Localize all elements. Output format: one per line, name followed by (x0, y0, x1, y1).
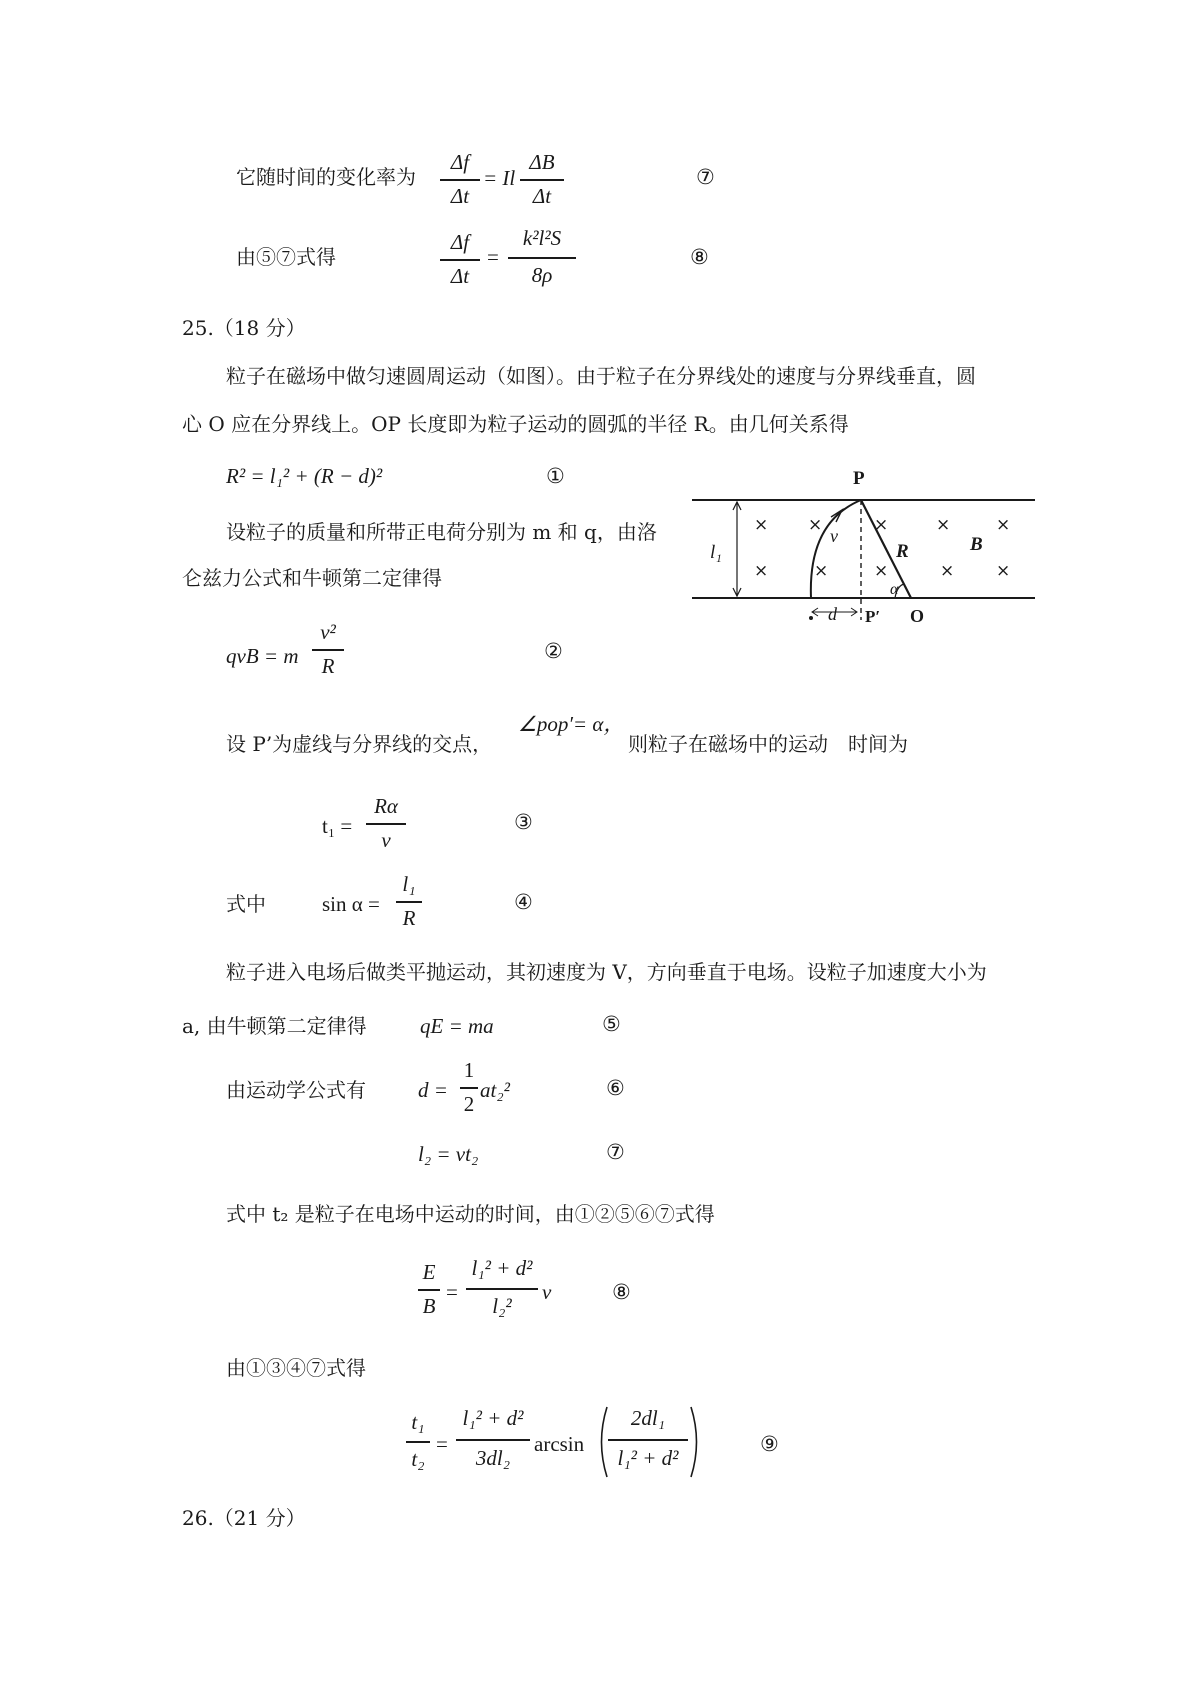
equals-sign-9: = (436, 1432, 448, 1456)
magnetic-field-figure (690, 462, 1040, 632)
angle-pop-prime: ∠pop′= α， (518, 712, 625, 736)
equation-8-v: v (542, 1280, 552, 1304)
right-parenthesis (688, 1404, 704, 1480)
fraction-l1-over-r: l₁ R (396, 874, 422, 932)
fraction-2dl1-over-l1sq-plus-dsq: 2dl₁ l₁² + d² (608, 1408, 688, 1474)
equation-1: R² = l₁² + (R − d)² (226, 464, 383, 488)
paragraph-2-line-2: 仑兹力公式和牛顿第二定律得 (182, 566, 442, 590)
paragraph-5-line-1: 粒子进入电场后做类平抛运动，其初速度为 V，方向垂直于电场。设粒子加速度大小为 (226, 960, 987, 984)
equation-2-lhs: qvB = m (226, 644, 299, 668)
equals-sign-2: = (487, 245, 499, 269)
fraction-delta-b-over-delta-t: ΔB Δt (520, 152, 564, 210)
fraction-k2l2s-over-8rho: k²l²S 8ρ (508, 228, 576, 290)
fraction-one-half: 1 2 (460, 1060, 478, 1118)
rate-of-change-text: 它随时间的变化率为 (236, 165, 416, 189)
field-cross: × (996, 561, 1011, 581)
equation-7: l₂ = vt₂ (418, 1142, 479, 1166)
paragraph-5-line-2: a, 由牛顿第二定律得 (182, 1014, 367, 1038)
fraction-e-over-b: E B (418, 1262, 440, 1320)
fraction-delta-f-over-delta-t: Δf Δt (440, 152, 480, 210)
figure-label-p-prime: P′ (865, 607, 881, 626)
fraction-v2-over-r: v² R (312, 622, 344, 680)
field-cross: × (808, 515, 823, 535)
equation-3-lhs: t₁ = (322, 814, 353, 838)
paragraph-3-end: 则粒子在磁场中的运动 时间为 (628, 732, 908, 756)
equation-4-lhs: sin α = (322, 892, 380, 916)
paragraph-1-line-2: 心 O 应在分界线上。OP 长度即为粒子运动的圆弧的半径 R。由几何关系得 (182, 412, 849, 436)
figure-label-o: O (910, 606, 925, 626)
paragraph-1-line-1: 粒子在磁场中做匀速圆周运动（如图）。由于粒子在分界线处的速度与分界线垂直，圆 (226, 364, 976, 388)
figure-label-b: B (970, 534, 983, 555)
field-cross: × (814, 561, 829, 581)
fraction-r-alpha-over-v: Rα v (366, 796, 406, 854)
figure-label-r: R (896, 541, 909, 562)
paragraph-2-line-1: 设粒子的质量和所带正电荷分别为 m 和 q，由洛 (226, 520, 657, 544)
equation-number-4: ④ (514, 890, 533, 914)
fraction-t1-over-t2: t₁ t₂ (406, 1412, 430, 1474)
field-cross: × (940, 561, 955, 581)
equation-number-7-top: ⑦ (696, 165, 715, 189)
from-5-7-text: 由⑤⑦式得 (236, 245, 336, 269)
equals-sign-8: = (446, 1280, 458, 1304)
field-cross: × (996, 515, 1011, 535)
equation-number-5: ⑤ (602, 1012, 621, 1036)
fraction-l1sq-plus-dsq-over-3dl2: l₁² + d² 3dl₂ (456, 1408, 530, 1474)
figure-label-l1: l₁ (710, 542, 722, 563)
question-26-heading: 26.（21 分） (182, 1506, 306, 1530)
paragraph-8: 由①③④⑦式得 (226, 1356, 366, 1380)
equation-number-6: ⑥ (606, 1076, 625, 1100)
arcsin-function: arcsin (534, 1432, 585, 1456)
field-cross: × (754, 561, 769, 581)
equation-number-7: ⑦ (606, 1140, 625, 1164)
figure-label-d: d (828, 604, 837, 624)
equation-number-3: ③ (514, 810, 533, 834)
equation-number-8: ⑧ (612, 1280, 631, 1304)
field-cross: × (874, 561, 889, 581)
equation-number-9: ⑨ (760, 1432, 779, 1456)
question-25-heading: 25.（18 分） (182, 316, 306, 340)
field-cross: × (754, 515, 769, 535)
field-cross: × (936, 515, 951, 535)
equation-6-lhs: d = (418, 1078, 448, 1102)
where-label: 式中 (226, 892, 266, 916)
fraction-l1sq-plus-dsq-over-l2sq: l₁² + d² l₂² (466, 1258, 538, 1322)
paragraph-3-start: 设 P’为虚线与分界线的交点， (226, 732, 493, 756)
figure-label-v: v (830, 526, 838, 546)
equation-number-2: ② (544, 639, 563, 663)
figure-label-p: P (853, 468, 865, 489)
equals-Il: = Il (483, 166, 516, 190)
equation-5: qE = ma (420, 1014, 494, 1038)
field-cross: × (874, 515, 889, 535)
fraction-delta-f-over-delta-t-2: Δf Δt (440, 232, 480, 290)
figure-label-alpha: α (890, 581, 899, 598)
equation-number-1: ① (546, 464, 565, 488)
paragraph-6-label: 由运动学公式有 (226, 1078, 366, 1102)
equation-6-rhs: at₂² (480, 1078, 510, 1102)
paragraph-7: 式中 t₂ 是粒子在电场中运动的时间，由①②⑤⑥⑦式得 (226, 1202, 715, 1226)
equation-number-8-top: ⑧ (690, 245, 709, 269)
